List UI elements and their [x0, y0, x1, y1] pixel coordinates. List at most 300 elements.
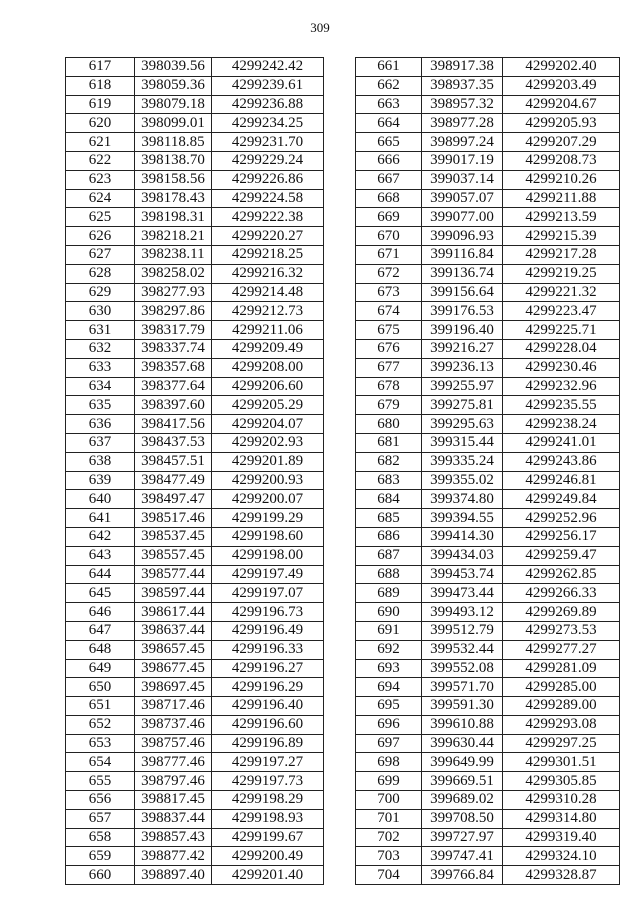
table-row	[66, 828, 324, 847]
table-row	[356, 133, 620, 152]
point-number-cell: 682	[356, 452, 422, 471]
table-row	[356, 452, 620, 471]
y-coordinate-cell: 4299204.07	[212, 415, 324, 434]
table-row	[356, 697, 620, 716]
x-coordinate-cell: 398277.93	[135, 283, 212, 302]
point-number-cell: 634	[66, 377, 135, 396]
point-number-cell: 690	[356, 603, 422, 622]
table-row	[356, 208, 620, 227]
x-coordinate-cell: 398957.32	[422, 95, 503, 114]
x-coordinate-cell: 399512.79	[422, 621, 503, 640]
point-number-cell: 658	[66, 828, 135, 847]
table-row	[356, 565, 620, 584]
y-coordinate-cell: 4299314.80	[503, 809, 620, 828]
table-row	[66, 264, 324, 283]
y-coordinate-cell: 4299305.85	[503, 772, 620, 791]
table-row	[356, 490, 620, 509]
y-coordinate-cell: 4299198.93	[212, 809, 324, 828]
y-coordinate-cell: 4299211.06	[212, 321, 324, 340]
x-coordinate-cell: 398158.56	[135, 170, 212, 189]
y-coordinate-cell: 4299200.07	[212, 490, 324, 509]
x-coordinate-cell: 398917.38	[422, 58, 503, 77]
x-coordinate-cell: 398617.44	[135, 603, 212, 622]
point-number-cell: 646	[66, 603, 135, 622]
point-number-cell: 695	[356, 697, 422, 716]
point-number-cell: 686	[356, 527, 422, 546]
point-number-cell: 638	[66, 452, 135, 471]
point-number-cell: 641	[66, 509, 135, 528]
y-coordinate-cell: 4299196.27	[212, 659, 324, 678]
x-coordinate-cell: 398377.64	[135, 377, 212, 396]
x-coordinate-cell: 398857.43	[135, 828, 212, 847]
x-coordinate-cell: 399275.81	[422, 396, 503, 415]
x-coordinate-cell: 399708.50	[422, 809, 503, 828]
table-row	[356, 621, 620, 640]
x-coordinate-cell: 398258.02	[135, 264, 212, 283]
y-coordinate-cell: 4299269.89	[503, 603, 620, 622]
point-number-cell: 661	[356, 58, 422, 77]
y-coordinate-cell: 4299293.08	[503, 715, 620, 734]
table-row	[66, 58, 324, 77]
table-row	[66, 170, 324, 189]
point-number-cell: 621	[66, 133, 135, 152]
y-coordinate-cell: 4299220.27	[212, 227, 324, 246]
table-row	[356, 227, 620, 246]
table-row	[356, 659, 620, 678]
table-row	[356, 302, 620, 321]
y-coordinate-cell: 4299205.93	[503, 114, 620, 133]
point-number-cell: 663	[356, 95, 422, 114]
point-number-cell: 644	[66, 565, 135, 584]
x-coordinate-cell: 398039.56	[135, 58, 212, 77]
y-coordinate-cell: 4299219.25	[503, 264, 620, 283]
table-row	[356, 603, 620, 622]
point-number-cell: 666	[356, 151, 422, 170]
table-row	[66, 546, 324, 565]
x-coordinate-cell: 399335.24	[422, 452, 503, 471]
x-coordinate-cell: 399037.14	[422, 170, 503, 189]
y-coordinate-cell: 4299212.73	[212, 302, 324, 321]
x-coordinate-cell: 399196.40	[422, 321, 503, 340]
point-number-cell: 662	[356, 76, 422, 95]
x-coordinate-cell: 399766.84	[422, 866, 503, 885]
y-coordinate-cell: 4299256.17	[503, 527, 620, 546]
x-coordinate-cell: 399096.93	[422, 227, 503, 246]
y-coordinate-cell: 4299201.89	[212, 452, 324, 471]
y-coordinate-cell: 4299224.58	[212, 189, 324, 208]
table-row	[66, 697, 324, 716]
y-coordinate-cell: 4299209.49	[212, 339, 324, 358]
x-coordinate-cell: 399255.97	[422, 377, 503, 396]
table-row	[66, 433, 324, 452]
y-coordinate-cell: 4299277.27	[503, 640, 620, 659]
table-row	[356, 321, 620, 340]
table-row	[66, 715, 324, 734]
table-row	[66, 95, 324, 114]
table-row	[66, 847, 324, 866]
y-coordinate-cell: 4299202.40	[503, 58, 620, 77]
point-number-cell: 702	[356, 828, 422, 847]
x-coordinate-cell: 398417.56	[135, 415, 212, 434]
x-coordinate-cell: 398677.45	[135, 659, 212, 678]
y-coordinate-cell: 4299217.28	[503, 245, 620, 264]
table-row	[66, 245, 324, 264]
table-row	[66, 621, 324, 640]
table-row	[356, 847, 620, 866]
y-coordinate-cell: 4299297.25	[503, 734, 620, 753]
table-row	[356, 753, 620, 772]
y-coordinate-cell: 4299200.49	[212, 847, 324, 866]
y-coordinate-cell: 4299235.55	[503, 396, 620, 415]
table-row	[356, 283, 620, 302]
y-coordinate-cell: 4299236.88	[212, 95, 324, 114]
y-coordinate-cell: 4299229.24	[212, 151, 324, 170]
point-number-cell: 627	[66, 245, 135, 264]
y-coordinate-cell: 4299241.01	[503, 433, 620, 452]
point-number-cell: 669	[356, 208, 422, 227]
point-number-cell: 617	[66, 58, 135, 77]
point-number-cell: 652	[66, 715, 135, 734]
point-number-cell: 679	[356, 396, 422, 415]
point-number-cell: 693	[356, 659, 422, 678]
point-number-cell: 622	[66, 151, 135, 170]
x-coordinate-cell: 399689.02	[422, 791, 503, 810]
y-coordinate-cell: 4299246.81	[503, 471, 620, 490]
point-number-cell: 692	[356, 640, 422, 659]
point-number-cell: 648	[66, 640, 135, 659]
table-row	[66, 133, 324, 152]
point-number-cell: 632	[66, 339, 135, 358]
table-row	[66, 189, 324, 208]
table-row	[356, 76, 620, 95]
point-number-cell: 631	[66, 321, 135, 340]
point-number-cell: 626	[66, 227, 135, 246]
y-coordinate-cell: 4299206.60	[212, 377, 324, 396]
point-number-cell: 630	[66, 302, 135, 321]
y-coordinate-cell: 4299197.73	[212, 772, 324, 791]
x-coordinate-cell: 398437.53	[135, 433, 212, 452]
x-coordinate-cell: 398737.46	[135, 715, 212, 734]
x-coordinate-cell: 399669.51	[422, 772, 503, 791]
table-row	[66, 227, 324, 246]
table-row	[66, 151, 324, 170]
x-coordinate-cell: 398777.46	[135, 753, 212, 772]
x-coordinate-cell: 399057.07	[422, 189, 503, 208]
x-coordinate-cell: 399136.74	[422, 264, 503, 283]
x-coordinate-cell: 398118.85	[135, 133, 212, 152]
x-coordinate-cell: 398897.40	[135, 866, 212, 885]
x-coordinate-cell: 399571.70	[422, 678, 503, 697]
x-coordinate-cell: 398138.70	[135, 151, 212, 170]
point-number-cell: 665	[356, 133, 422, 152]
y-coordinate-cell: 4299259.47	[503, 546, 620, 565]
y-coordinate-cell: 4299225.71	[503, 321, 620, 340]
table-row	[356, 433, 620, 452]
table-row	[66, 76, 324, 95]
x-coordinate-cell: 399077.00	[422, 208, 503, 227]
x-coordinate-cell: 399176.53	[422, 302, 503, 321]
x-coordinate-cell: 399453.74	[422, 565, 503, 584]
y-coordinate-cell: 4299223.47	[503, 302, 620, 321]
point-number-cell: 618	[66, 76, 135, 95]
x-coordinate-cell: 398817.45	[135, 791, 212, 810]
y-coordinate-cell: 4299201.40	[212, 866, 324, 885]
x-coordinate-cell: 399434.03	[422, 546, 503, 565]
point-number-cell: 643	[66, 546, 135, 565]
y-coordinate-cell: 4299198.29	[212, 791, 324, 810]
x-coordinate-cell: 398357.68	[135, 358, 212, 377]
table-row	[356, 114, 620, 133]
x-coordinate-cell: 398297.86	[135, 302, 212, 321]
y-coordinate-cell: 4299199.67	[212, 828, 324, 847]
x-coordinate-cell: 399017.19	[422, 151, 503, 170]
point-number-cell: 647	[66, 621, 135, 640]
table-row	[356, 377, 620, 396]
point-number-cell: 677	[356, 358, 422, 377]
x-coordinate-cell: 398337.74	[135, 339, 212, 358]
table-row	[66, 866, 324, 885]
y-coordinate-cell: 4299232.96	[503, 377, 620, 396]
y-coordinate-cell: 4299266.33	[503, 584, 620, 603]
table-row	[356, 772, 620, 791]
coordinates-table-right	[355, 57, 620, 885]
point-number-cell: 629	[66, 283, 135, 302]
x-coordinate-cell: 399295.63	[422, 415, 503, 434]
point-number-cell: 697	[356, 734, 422, 753]
table-row	[356, 828, 620, 847]
table-row	[356, 734, 620, 753]
x-coordinate-cell: 398099.01	[135, 114, 212, 133]
y-coordinate-cell: 4299230.46	[503, 358, 620, 377]
x-coordinate-cell: 399727.97	[422, 828, 503, 847]
point-number-cell: 684	[356, 490, 422, 509]
point-number-cell: 635	[66, 396, 135, 415]
coordinates-table-left	[65, 57, 324, 885]
point-number-cell: 636	[66, 415, 135, 434]
table-row	[66, 396, 324, 415]
table-row	[356, 264, 620, 283]
table-row	[66, 471, 324, 490]
y-coordinate-cell: 4299196.29	[212, 678, 324, 697]
x-coordinate-cell: 398717.46	[135, 697, 212, 716]
point-number-cell: 656	[66, 791, 135, 810]
y-coordinate-cell: 4299208.73	[503, 151, 620, 170]
point-number-cell: 640	[66, 490, 135, 509]
point-number-cell: 653	[66, 734, 135, 753]
x-coordinate-cell: 398397.60	[135, 396, 212, 415]
x-coordinate-cell: 399473.44	[422, 584, 503, 603]
y-coordinate-cell: 4299310.28	[503, 791, 620, 810]
y-coordinate-cell: 4299319.40	[503, 828, 620, 847]
table-row	[66, 791, 324, 810]
point-number-cell: 704	[356, 866, 422, 885]
table-row	[66, 283, 324, 302]
y-coordinate-cell: 4299289.00	[503, 697, 620, 716]
y-coordinate-cell: 4299222.38	[212, 208, 324, 227]
table-row	[356, 415, 620, 434]
point-number-cell: 625	[66, 208, 135, 227]
y-coordinate-cell: 4299198.00	[212, 546, 324, 565]
point-number-cell: 672	[356, 264, 422, 283]
x-coordinate-cell: 398198.31	[135, 208, 212, 227]
x-coordinate-cell: 398877.42	[135, 847, 212, 866]
table-row	[66, 321, 324, 340]
table-row	[66, 584, 324, 603]
x-coordinate-cell: 398537.45	[135, 527, 212, 546]
table-row	[66, 415, 324, 434]
x-coordinate-cell: 398059.36	[135, 76, 212, 95]
y-coordinate-cell: 4299226.86	[212, 170, 324, 189]
x-coordinate-cell: 398977.28	[422, 114, 503, 133]
table-row	[356, 151, 620, 170]
point-number-cell: 701	[356, 809, 422, 828]
y-coordinate-cell: 4299208.00	[212, 358, 324, 377]
point-number-cell: 676	[356, 339, 422, 358]
point-number-cell: 642	[66, 527, 135, 546]
point-number-cell: 651	[66, 697, 135, 716]
point-number-cell: 645	[66, 584, 135, 603]
x-coordinate-cell: 398477.49	[135, 471, 212, 490]
table-row	[66, 734, 324, 753]
point-number-cell: 657	[66, 809, 135, 828]
table-row	[356, 189, 620, 208]
x-coordinate-cell: 399394.55	[422, 509, 503, 528]
y-coordinate-cell: 4299215.39	[503, 227, 620, 246]
y-coordinate-cell: 4299301.51	[503, 753, 620, 772]
table-row	[356, 358, 620, 377]
table-row	[356, 509, 620, 528]
point-number-cell: 703	[356, 847, 422, 866]
table-row	[356, 640, 620, 659]
y-coordinate-cell: 4299196.60	[212, 715, 324, 734]
table-row	[66, 565, 324, 584]
table-row	[66, 452, 324, 471]
table-row	[66, 358, 324, 377]
x-coordinate-cell: 399315.44	[422, 433, 503, 452]
x-coordinate-cell: 398837.44	[135, 809, 212, 828]
point-number-cell: 637	[66, 433, 135, 452]
x-coordinate-cell: 398577.44	[135, 565, 212, 584]
point-number-cell: 700	[356, 791, 422, 810]
table-row	[66, 339, 324, 358]
x-coordinate-cell: 398937.35	[422, 76, 503, 95]
x-coordinate-cell: 398517.46	[135, 509, 212, 528]
point-number-cell: 698	[356, 753, 422, 772]
y-coordinate-cell: 4299203.49	[503, 76, 620, 95]
x-coordinate-cell: 398597.44	[135, 584, 212, 603]
table-row	[356, 170, 620, 189]
point-number-cell: 623	[66, 170, 135, 189]
table-row	[356, 58, 620, 77]
x-coordinate-cell: 398218.21	[135, 227, 212, 246]
y-coordinate-cell: 4299204.67	[503, 95, 620, 114]
table-row	[66, 809, 324, 828]
y-coordinate-cell: 4299262.85	[503, 565, 620, 584]
x-coordinate-cell: 399156.64	[422, 283, 503, 302]
table-row	[356, 809, 620, 828]
x-coordinate-cell: 398238.11	[135, 245, 212, 264]
x-coordinate-cell: 398079.18	[135, 95, 212, 114]
table-row	[66, 772, 324, 791]
x-coordinate-cell: 399532.44	[422, 640, 503, 659]
y-coordinate-cell: 4299249.84	[503, 490, 620, 509]
y-coordinate-cell: 4299213.59	[503, 208, 620, 227]
point-number-cell: 678	[356, 377, 422, 396]
y-coordinate-cell: 4299210.26	[503, 170, 620, 189]
table-row	[66, 603, 324, 622]
y-coordinate-cell: 4299197.07	[212, 584, 324, 603]
point-number-cell: 687	[356, 546, 422, 565]
table-row	[356, 715, 620, 734]
y-coordinate-cell: 4299239.61	[212, 76, 324, 95]
x-coordinate-cell: 398657.45	[135, 640, 212, 659]
y-coordinate-cell: 4299281.09	[503, 659, 620, 678]
point-number-cell: 671	[356, 245, 422, 264]
table-row	[356, 866, 620, 885]
point-number-cell: 696	[356, 715, 422, 734]
point-number-cell: 680	[356, 415, 422, 434]
point-number-cell: 689	[356, 584, 422, 603]
x-coordinate-cell: 399493.12	[422, 603, 503, 622]
point-number-cell: 619	[66, 95, 135, 114]
y-coordinate-cell: 4299196.89	[212, 734, 324, 753]
y-coordinate-cell: 4299197.27	[212, 753, 324, 772]
table-row	[66, 114, 324, 133]
x-coordinate-cell: 398697.45	[135, 678, 212, 697]
y-coordinate-cell: 4299285.00	[503, 678, 620, 697]
table-row	[66, 208, 324, 227]
y-coordinate-cell: 4299228.04	[503, 339, 620, 358]
y-coordinate-cell: 4299207.29	[503, 133, 620, 152]
point-number-cell: 674	[356, 302, 422, 321]
table-row	[356, 396, 620, 415]
table-row	[66, 659, 324, 678]
y-coordinate-cell: 4299328.87	[503, 866, 620, 885]
x-coordinate-cell: 399374.80	[422, 490, 503, 509]
table-row	[66, 678, 324, 697]
point-number-cell: 670	[356, 227, 422, 246]
table-row	[356, 95, 620, 114]
table-row	[356, 471, 620, 490]
x-coordinate-cell: 398637.44	[135, 621, 212, 640]
x-coordinate-cell: 399552.08	[422, 659, 503, 678]
x-coordinate-cell: 399630.44	[422, 734, 503, 753]
table-row	[356, 546, 620, 565]
x-coordinate-cell: 399591.30	[422, 697, 503, 716]
point-number-cell: 624	[66, 189, 135, 208]
y-coordinate-cell: 4299231.70	[212, 133, 324, 152]
point-number-cell: 675	[356, 321, 422, 340]
page-number: 309	[310, 20, 330, 35]
table-row	[66, 640, 324, 659]
y-coordinate-cell: 4299202.93	[212, 433, 324, 452]
point-number-cell: 673	[356, 283, 422, 302]
x-coordinate-cell: 398557.45	[135, 546, 212, 565]
y-coordinate-cell: 4299238.24	[503, 415, 620, 434]
y-coordinate-cell: 4299196.33	[212, 640, 324, 659]
x-coordinate-cell: 398178.43	[135, 189, 212, 208]
table-row	[356, 527, 620, 546]
table-row	[66, 527, 324, 546]
x-coordinate-cell: 398757.46	[135, 734, 212, 753]
point-number-cell: 681	[356, 433, 422, 452]
table-row	[66, 753, 324, 772]
table-row	[356, 339, 620, 358]
x-coordinate-cell: 398997.24	[422, 133, 503, 152]
point-number-cell: 660	[66, 866, 135, 885]
x-coordinate-cell: 399236.13	[422, 358, 503, 377]
x-coordinate-cell: 398797.46	[135, 772, 212, 791]
